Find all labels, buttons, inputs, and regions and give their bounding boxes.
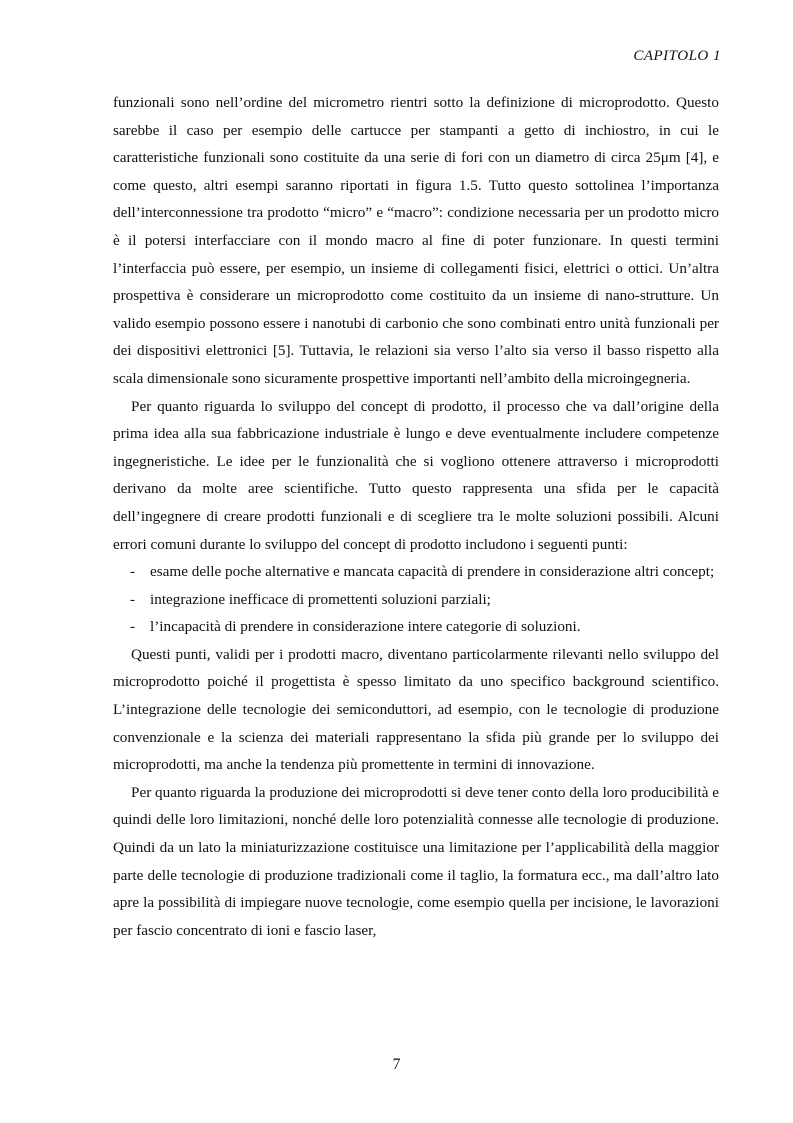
paragraph-3: Questi punti, validi per i prodotti macro, diventano particolarmente rilevanti nello sviluppo del microprodotto poiché il progettista è spesso limitato da uno specifico background scientifico. L’integrazione delle tecnologie dei semiconduttori, ad esempio, con le tecnologie di produzione convenzionale e la scienza dei materiali rappresentano la sfida più grande per lo sviluppo dei microprodotti, ma anche la tendenza più promettente in termini di innovazione. (113, 645, 719, 774)
list-item (113, 558, 719, 586)
page-number: 7 (392, 1056, 401, 1073)
running-header: CAPITOLO 1 (633, 48, 721, 64)
list-item-text: esame delle poche alternative e mancata capacità di prendere in considerazione altri concept; (150, 563, 715, 581)
list-bullet: - (130, 563, 136, 581)
list-item (113, 613, 719, 641)
page-body (113, 89, 719, 944)
list-item-text: integrazione inefficace di promettenti soluzioni parziali; (150, 590, 491, 608)
paragraph-2: Per quanto riguarda lo sviluppo del concept di prodotto, il processo che va dall’origine della prima idea alla sua fabbricazione industriale è lungo e deve eventualmente includere competenze ingegneristiche. Le idee per le funzionalità che si vogliono ottenere attraverso i microprodotti derivano da molte aree scientifiche. Tutto questo rappresenta una sfida per le capacità dell’ingegnere di creare prodotti funzionali e di scegliere tra le molte soluzioni possibili. Alcuni errori comuni durante lo sviluppo del concept di prodotto includono i seguenti punti: (113, 397, 719, 553)
error-list (113, 558, 719, 641)
list-bullet: - (130, 590, 136, 608)
paragraph-1: funzionali sono nell’ordine del micrometro rientri sotto la definizione di microprodotto. Questo sarebbe il caso per esempio delle cartucce per stampanti a getto di inchiostro, in cui le caratteristiche funzionali sono costituite da una serie di fori con un diametro di circa 25μm [4], e come questo, altri esempi saranno riportati in figura 1.5. Tutto questo sottolinea l’importanza dell’interconnessione tra prodotto “micro” e “macro”: condizione necessaria per un prodotto micro è il potersi interfacciare con il mondo macro al fine di poter funzionare. In questi termini l’interfaccia può essere, per esempio, un insieme di collegamenti fisici, elettrici o ottici. Un’altra prospettiva è considerare un microprodotto come costituito da un insieme di nano-strutture. Un valido esempio possono essere i nanotubi di carbonio che sono combinati entro unità funzionali per dei dispositivi elettronici [5]. Tuttavia, le relazioni sia verso l’alto sia verso il basso rispetto alla scala dimensionale sono sicuramente prospettive importanti nell’ambito della microingegneria. (113, 94, 719, 387)
list-item (113, 586, 719, 614)
list-item-text: l’incapacità di prendere in considerazione intere categorie di soluzioni. (150, 618, 581, 636)
paragraph-4: Per quanto riguarda la produzione dei microprodotti si deve tener conto della loro producibilità e quindi delle loro limitazioni, nonché delle loro potenzialità connesse alle tecnologie di produzione. Quindi da un lato la miniaturizzazione costituisce una limitazione per l’applicabilità della maggior parte delle tecnologie di produzione tradizionali come il taglio, la formatura ecc., ma dall’altro lato apre la possibilità di impiegare nuove tecnologie, come esempio quella per incisione, le lavorazioni per fascio concentrato di ioni e fascio laser, (113, 783, 719, 939)
list-bullet: - (130, 618, 136, 636)
